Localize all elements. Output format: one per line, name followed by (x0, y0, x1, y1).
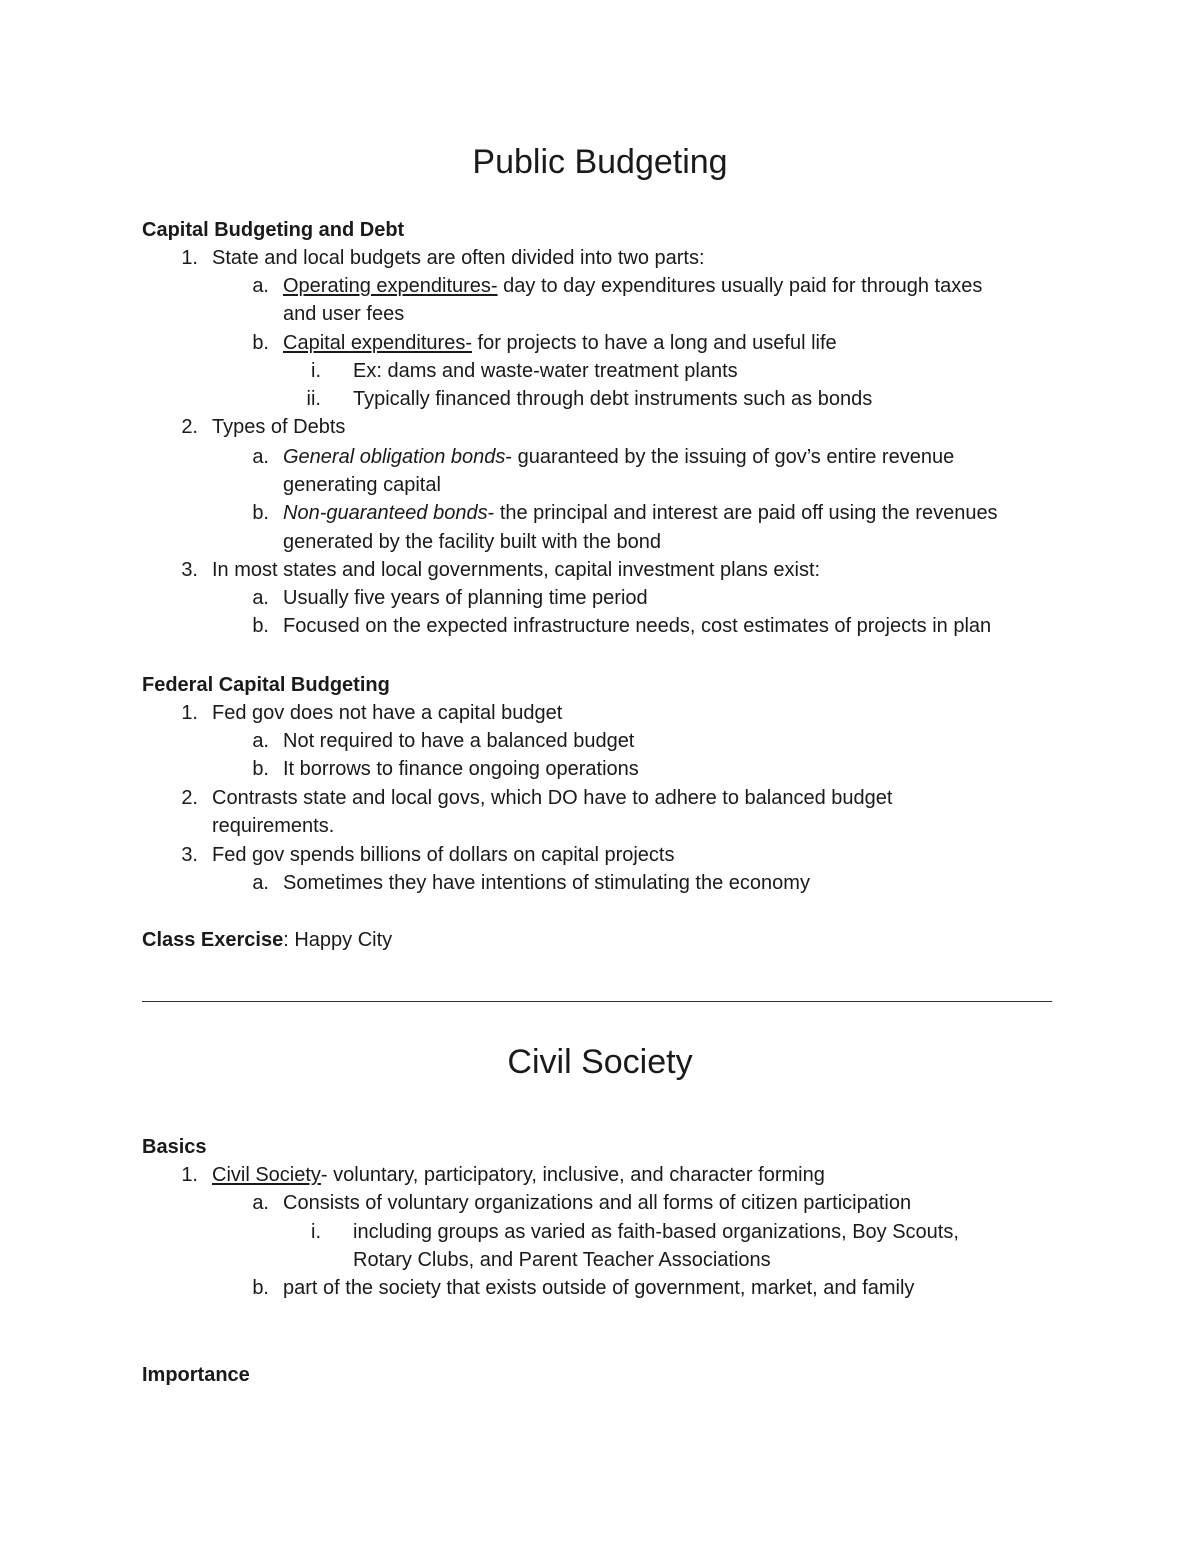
list-item-text: In most states and local governments, capital investment plans exist: (212, 559, 821, 581)
list-item-text: - guaranteed by the issuing of gov’s entire revenue (505, 446, 955, 468)
list-item-continuation: Rotary Clubs, and Parent Teacher Associations (353, 1249, 771, 1271)
defined-term: General obligation bonds (283, 446, 506, 468)
list-roman: i. (311, 1221, 321, 1243)
list-item (181, 699, 563, 727)
list-number: 3. (181, 844, 198, 866)
defined-term: Civil Society (212, 1164, 321, 1186)
list-item-text: for projects to have a long and useful life (472, 332, 837, 354)
list-letter: a. (252, 1192, 269, 1214)
list-item-text: Usually five years of planning time period (283, 587, 648, 609)
defined-term: Non-guaranteed bonds (283, 502, 488, 524)
list-item-text: - the principal and interest are paid off using the revenues (487, 502, 998, 524)
list-letter: a. (252, 872, 269, 894)
list-item (311, 357, 738, 385)
page-title-public-budgeting: Public Budgeting (472, 143, 728, 181)
list-item (252, 272, 983, 300)
list-letter: a. (252, 446, 269, 468)
list-item-text: Fed gov spends billions of dollars on capital projects (212, 844, 675, 866)
list-item (252, 612, 992, 640)
list-item-continuation: generating capital (283, 474, 441, 496)
list-roman: ii. (306, 388, 321, 410)
list-number: 1. (181, 1164, 198, 1186)
list-item (181, 556, 821, 584)
list-item (181, 413, 346, 441)
list-item (181, 1161, 825, 1189)
list-item-text: Sometimes they have intentions of stimulating the economy (283, 872, 810, 894)
list-item-continuation: generated by the facility built with the bond (283, 531, 662, 553)
list-item (306, 385, 873, 413)
defined-term: Capital expenditures- (283, 332, 472, 354)
defined-term: Operating expenditures- (283, 275, 498, 297)
list-item-text: day to day expenditures usually paid for through taxes (497, 275, 983, 297)
list-letter: a. (252, 730, 269, 752)
list-item (252, 584, 648, 612)
list-item (252, 727, 635, 755)
list-item-text: Types of Debts (212, 416, 346, 438)
list-item-text: It borrows to finance ongoing operations (283, 758, 639, 780)
list-item-text: Ex: dams and waste-water treatment plants (353, 360, 738, 382)
class-exercise-label: Class Exercise (142, 929, 284, 951)
list-item (252, 443, 955, 471)
section-heading-importance: Importance (142, 1364, 250, 1386)
section-heading-capital-budgeting: Capital Budgeting and Debt (142, 219, 405, 241)
list-letter: a. (252, 275, 269, 297)
list-item-text: State and local budgets are often divided into two parts: (212, 247, 705, 269)
list-number: 2. (181, 787, 198, 809)
list-letter: b. (252, 1277, 269, 1299)
list-number: 1. (181, 702, 198, 724)
list-item-text: including groups as varied as faith-based organizations, Boy Scouts, (353, 1221, 959, 1243)
list-number: 2. (181, 416, 198, 438)
list-item (252, 1274, 915, 1302)
list-letter: b. (252, 758, 269, 780)
section-divider (142, 1001, 1052, 1002)
list-roman: i. (311, 360, 321, 382)
list-item (252, 329, 837, 357)
list-item (252, 499, 998, 527)
page-title-civil-society: Civil Society (507, 1043, 693, 1081)
list-item (252, 755, 639, 783)
list-item-text: Focused on the expected infrastructure needs, cost estimates of projects in plan (283, 615, 992, 637)
class-exercise-line (142, 926, 392, 954)
list-number: 3. (181, 559, 198, 581)
list-item-continuation: and user fees (283, 303, 405, 325)
list-letter: b. (252, 615, 269, 637)
list-letter: b. (252, 332, 269, 354)
list-item (181, 244, 705, 272)
class-exercise-value: : Happy City (283, 929, 393, 951)
list-item (311, 1218, 959, 1246)
section-heading-federal-capital-budgeting: Federal Capital Budgeting (142, 674, 390, 696)
list-item-text: Consists of voluntary organizations and all forms of citizen participation (283, 1192, 912, 1214)
list-item-text: Fed gov does not have a capital budget (212, 702, 563, 724)
list-item-text: Typically financed through debt instruments such as bonds (353, 388, 873, 410)
list-number: 1. (181, 247, 198, 269)
list-item-text: part of the society that exists outside of government, market, and family (283, 1277, 915, 1299)
section-heading-basics: Basics (142, 1136, 207, 1158)
list-item (181, 841, 675, 869)
list-item-text: - voluntary, participatory, inclusive, and character forming (320, 1164, 825, 1186)
list-item-continuation: requirements. (212, 815, 335, 837)
list-item (181, 784, 893, 812)
list-item-text: Not required to have a balanced budget (283, 730, 635, 752)
list-item (252, 869, 810, 897)
list-letter: b. (252, 502, 269, 524)
list-item-text: Contrasts state and local govs, which DO have to adhere to balanced budget (212, 787, 893, 809)
list-item (252, 1189, 912, 1217)
list-letter: a. (252, 587, 269, 609)
